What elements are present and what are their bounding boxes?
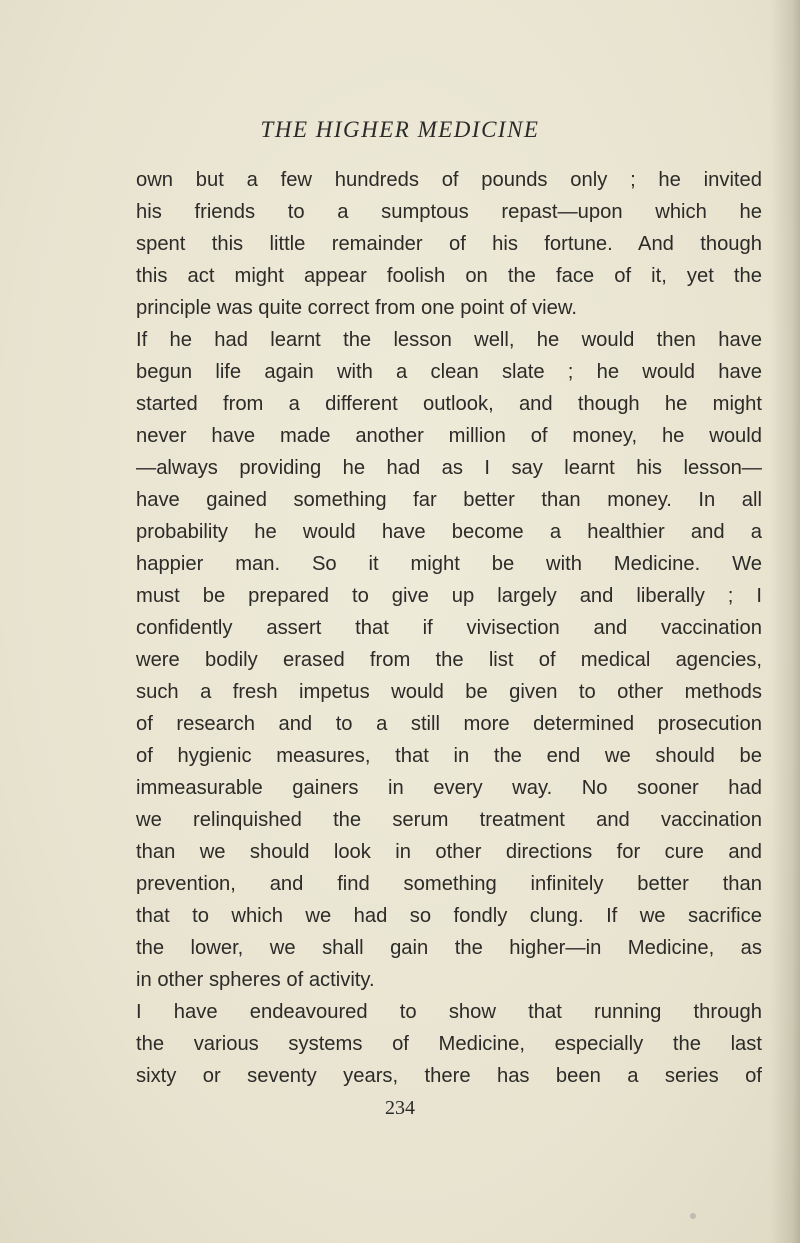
text-line: must be prepared to give up largely and liberally ; I (136, 585, 762, 607)
page-number: 234 (385, 1097, 415, 1119)
text-line: such a fresh impetus would be given to other methods (136, 681, 762, 703)
text-line: were bodily erased from the list of medical agencies, (136, 649, 762, 671)
text-line: started from a different outlook, and though he might (136, 393, 762, 415)
text-line: prevention, and find something infinitely better than (136, 873, 762, 895)
text-line: we relinquished the serum treatment and vaccination (136, 809, 762, 831)
text-line: I have endeavoured to show that running through (136, 1001, 762, 1023)
text-line: his friends to a sumptous repast—upon which he (136, 201, 762, 223)
text-line: confidently assert that if vivisection and vaccination (136, 617, 762, 639)
ink-speck (690, 1213, 696, 1219)
text-line: this act might appear foolish on the face of it, yet the (136, 265, 762, 287)
text-line: —always providing he had as I say learnt his lesson— (136, 457, 762, 479)
text-line: of hygienic measures, that in the end we should be (136, 745, 762, 767)
text-line: the various systems of Medicine, especially the last (136, 1033, 762, 1055)
text-line: sixty or seventy years, there has been a series of (136, 1065, 762, 1087)
text-line: own but a few hundreds of pounds only ; he invited (136, 169, 762, 191)
text-line: the lower, we shall gain the higher—in Medicine, as (136, 937, 762, 959)
text-line: of research and to a still more determined prosecution (136, 713, 762, 735)
running-head: THE HIGHER MEDICINE (260, 117, 540, 142)
text-line: in other spheres of activity. (136, 969, 375, 991)
text-line: begun life again with a clean slate ; he would have (136, 361, 762, 383)
text-line: have gained something far better than money. In all (136, 489, 762, 511)
text-line: principle was quite correct from one point of view. (136, 297, 577, 319)
text-line: never have made another million of money, he would (136, 425, 762, 447)
text-line: spent this little remainder of his fortune. And though (136, 233, 762, 255)
text-line: that to which we had so fondly clung. If we sacrifice (136, 905, 762, 927)
text-line: happier man. So it might be with Medicine. We (136, 553, 762, 575)
text-line: If he had learnt the lesson well, he would then have (136, 329, 762, 351)
text-line: than we should look in other directions for cure and (136, 841, 762, 863)
text-line: immeasurable gainers in every way. No sooner had (136, 777, 762, 799)
text-line: probability he would have become a healthier and a (136, 521, 762, 543)
